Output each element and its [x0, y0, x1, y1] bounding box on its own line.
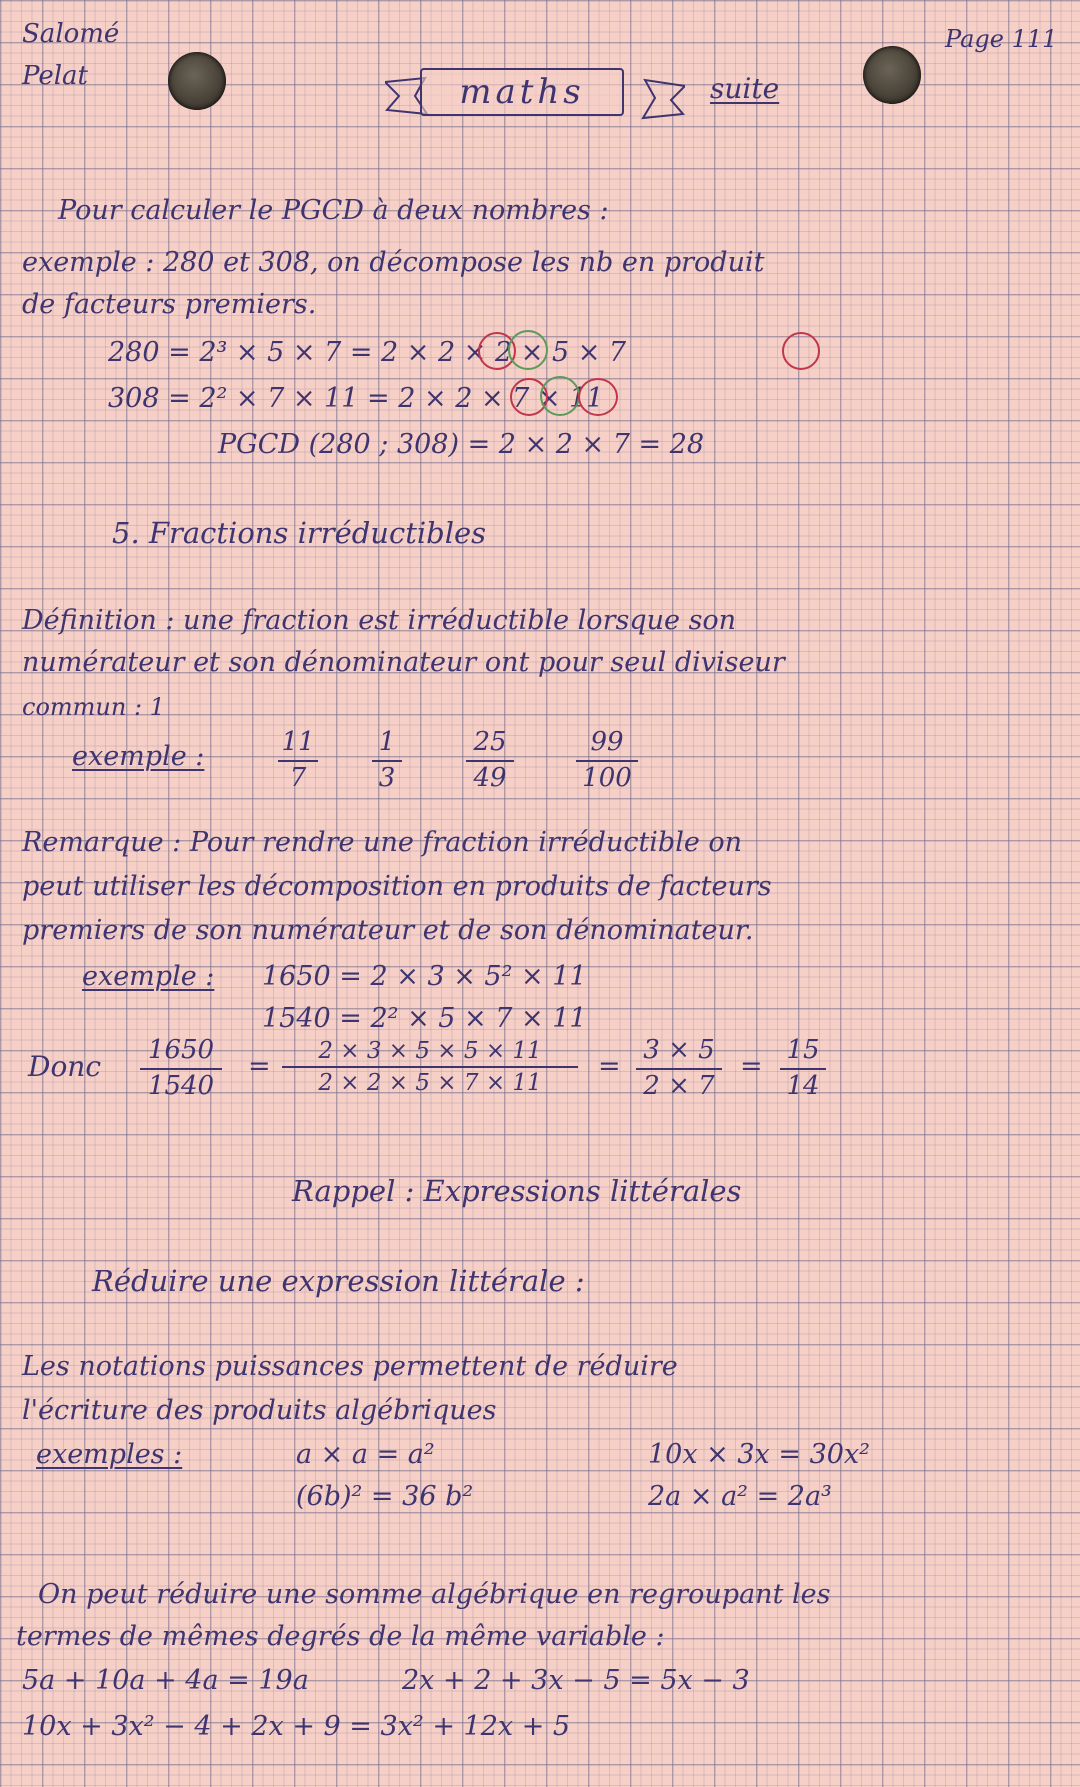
- pgcd-line-280: 280 = 2³ × 5 × 7 = 2 × 2 × 2 × 5 × 7: [108, 337, 627, 368]
- pgcd-line-308: 308 = 2² × 7 × 11 = 2 × 2 × 7 × 11: [108, 383, 604, 414]
- pgcd-example-line1: exemple : 280 et 308, on décompose les nb en produit: [22, 247, 765, 278]
- somme-example-1: 5a + 10a + 4a = 19a: [22, 1665, 309, 1696]
- example-label: exemple :: [72, 741, 205, 772]
- example2-line1: 1650 = 2 × 3 × 5² × 11: [262, 961, 587, 992]
- factor-circle-7b: [578, 378, 618, 416]
- definition-line3: commun : 1: [22, 693, 165, 721]
- notation-line2: l'écriture des produits algébriques: [22, 1395, 497, 1426]
- donc-fraction-1: 1650 1540: [140, 1036, 222, 1102]
- definition-line2: numérateur et son dénominateur ont pour seul diviseur: [22, 647, 785, 678]
- remark-line3: premiers de son numérateur et de son dénominateur.: [22, 915, 754, 946]
- donc-fraction-4: 15 14: [780, 1036, 826, 1102]
- example-a: a × a = a²: [296, 1439, 435, 1470]
- somme-line1: On peut réduire une somme algébrique en regroupant les: [38, 1579, 831, 1610]
- equals-sign-3: =: [740, 1051, 763, 1082]
- page-number: Page 111: [945, 25, 1058, 53]
- factor-circle-2b: [508, 330, 548, 370]
- example-b: (6b)² = 36 b²: [296, 1481, 474, 1512]
- page-subtitle: suite: [710, 72, 780, 105]
- author-last-name: Pelat: [22, 61, 88, 91]
- factor-circle-7: [782, 332, 820, 370]
- factor-circle-2d: [540, 376, 580, 416]
- example-c: 10x × 3x = 30x²: [648, 1439, 870, 1470]
- example2-label: exemple :: [82, 961, 215, 992]
- author-first-name: Salomé: [22, 19, 120, 49]
- definition-line1: Définition : une fraction est irréductible lorsque son: [22, 605, 737, 636]
- reduire-heading: Réduire une expression littérale :: [92, 1264, 585, 1298]
- pgcd-example-line2: de facteurs premiers.: [22, 289, 317, 320]
- example2-line2: 1540 = 2² × 5 × 7 × 11: [262, 1003, 587, 1034]
- example-d: 2a × a² = 2a³: [648, 1481, 832, 1512]
- somme-example-2: 2x + 2 + 3x − 5 = 5x − 3: [402, 1665, 750, 1696]
- somme-line2: termes de mêmes degrés de la même variable :: [16, 1621, 665, 1652]
- remark-line1: Remarque : Pour rendre une fraction irréductible on: [22, 827, 743, 858]
- examples-label: exemples :: [36, 1439, 183, 1470]
- binder-hole-right: [863, 46, 921, 104]
- fraction-example-2: 1 3: [372, 728, 402, 794]
- equals-sign-2: =: [598, 1051, 621, 1082]
- remark-line2: peut utiliser les décomposition en produits de facteurs: [22, 871, 772, 902]
- donc-fraction-2: 2 × 3 × 5 × 5 × 11 2 × 2 × 5 × 7 × 11: [282, 1038, 578, 1097]
- somme-example-3: 10x + 3x² − 4 + 2x + 9 = 3x² + 12x + 5: [22, 1711, 571, 1742]
- pgcd-result: PGCD (280 ; 308) = 2 × 2 × 7 = 28: [218, 429, 705, 460]
- equals-sign-1: =: [248, 1051, 271, 1082]
- page-title: maths: [420, 68, 624, 116]
- fraction-example-4: 99 100: [576, 728, 638, 794]
- pgcd-intro: Pour calculer le PGCD à deux nombres :: [58, 195, 609, 226]
- rappel-title: Rappel : Expressions littérales: [292, 1174, 742, 1208]
- section5-title: 5. Fractions irréductibles: [112, 516, 487, 550]
- binder-hole-left: [168, 52, 226, 110]
- fraction-example-1: 11 7: [278, 728, 318, 794]
- donc-fraction-3: 3 × 5 2 × 7: [636, 1036, 722, 1102]
- donc-label: Donc: [28, 1050, 102, 1083]
- notation-line1: Les notations puissances permettent de réduire: [22, 1351, 678, 1382]
- fraction-example-3: 25 49: [466, 728, 514, 794]
